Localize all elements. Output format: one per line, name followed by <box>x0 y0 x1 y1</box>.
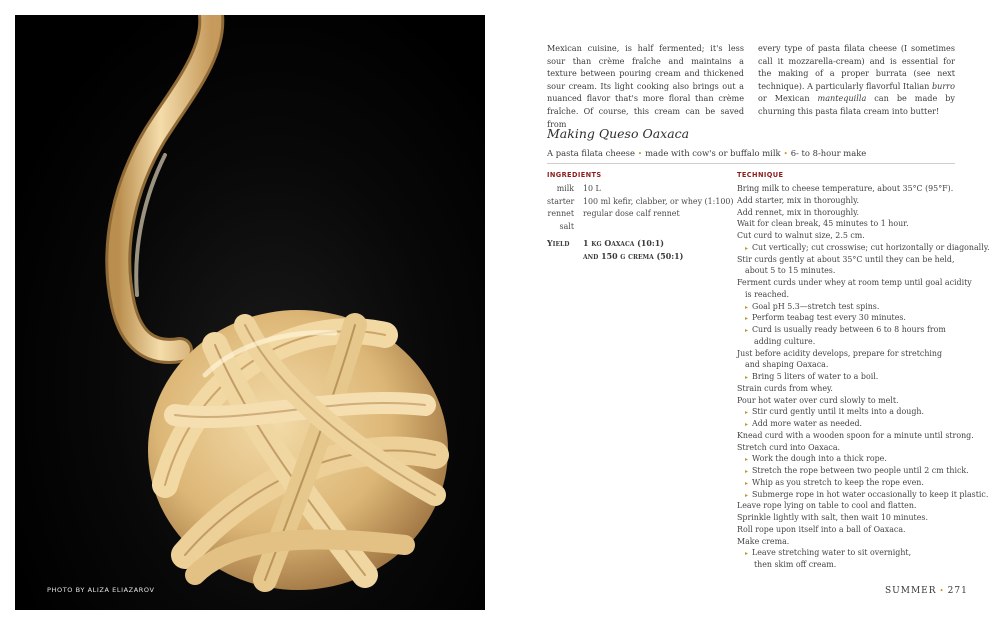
ingredient-name: salt <box>559 221 574 231</box>
bullet-arrow-icon: ▸ <box>745 550 749 558</box>
intro-left-paragraph: Mexican cuisine, is half fermented; it's less sour than crème fraîche and maintains a texture between pouring cream and thickened sour cream. Its light cooking also brings out a nuanced flavor that's more floral than crème fraîche. Of course, this cream can be saved from <box>547 43 744 129</box>
separator-dot: • <box>783 150 788 158</box>
technique-text: then skim off cream. <box>754 560 837 569</box>
yield-value: 1 kg Oaxaca (10:1) and 150 g crema (50:1) <box>583 239 684 261</box>
technique-text: Work the dough into a thick rope. <box>752 454 887 464</box>
section-name: SUMMER <box>885 586 937 596</box>
technique-substep <box>737 489 989 501</box>
separator-dot: • <box>637 150 643 158</box>
ingredient-row <box>547 183 727 196</box>
ingredient-name: milk <box>556 184 574 193</box>
cheese-photo <box>15 15 485 610</box>
technique-heading: TECHNIQUE <box>737 171 784 179</box>
photo-credit: PHOTO BY ALIZA ELIAZAROV <box>47 586 155 594</box>
title-divider <box>547 163 955 164</box>
technique-text: Pour hot water over curd slowly to melt. <box>737 395 899 405</box>
technique-text: Leave rope lying on table to cool and flatten. <box>737 501 917 511</box>
technique-text: Roll rope upon itself into a ball of Oaxaca. <box>737 524 906 534</box>
technique-text: Sprinkle lightly with salt, then wait 10 minutes. <box>737 513 928 522</box>
technique-step <box>737 183 962 195</box>
bullet-arrow-icon: ▸ <box>745 468 749 475</box>
technique-text: adding culture. <box>754 336 816 346</box>
technique-substep <box>737 477 962 489</box>
technique-step <box>737 230 962 242</box>
technique-text: Cut vertically; cut crosswise; cut horizontally or diagonally. <box>752 242 990 252</box>
intro-text <box>547 42 955 130</box>
technique-substep <box>737 453 962 465</box>
technique-substep <box>737 324 962 336</box>
technique-step <box>737 500 962 512</box>
technique-list <box>737 183 990 571</box>
technique-text: Perform teabag test every 30 minutes. <box>752 313 906 323</box>
ingredient-row <box>547 196 734 209</box>
yield-row <box>547 238 727 263</box>
ingredient-row <box>547 221 727 234</box>
intro-right-paragraph: every type of pasta filata cheese (I sometimes call it mozzarella-cream) and is essential for the making of a proper burrata (see next technique). A particularly flavorful Italian burro or Mexican mantequilla can be made by churning this pasta filata cream into butter! <box>758 43 955 116</box>
technique-step <box>737 442 962 454</box>
technique-step <box>737 195 962 207</box>
yield-label: Yield <box>547 239 570 249</box>
technique-step <box>737 218 962 230</box>
subtitle-part: made with cow's or buffalo milk <box>645 148 781 158</box>
technique-text: is reached. <box>745 289 789 299</box>
technique-text: Bring 5 liters of water to a boil. <box>752 372 879 381</box>
subtitle-part: 6- to 8-hour make <box>790 148 867 158</box>
ingredients-heading: INGREDIENTS <box>547 171 602 179</box>
recipe-page <box>500 0 1000 625</box>
technique-substep <box>737 418 962 430</box>
recipe-subtitle <box>547 148 866 158</box>
bullet-arrow-icon: ▸ <box>745 374 749 381</box>
page-number: 271 <box>947 586 968 596</box>
technique-step <box>737 207 962 219</box>
page-folio <box>885 586 968 596</box>
technique-step <box>737 383 962 395</box>
bullet-arrow-icon: ▸ <box>745 244 749 252</box>
technique-step <box>737 524 962 536</box>
technique-text: Bring milk to cheese temperature, about 35°C (95°F). <box>737 184 954 193</box>
subtitle-part: A pasta filata cheese <box>547 148 635 158</box>
technique-text: Stir curd gently until it melts into a dough. <box>752 407 924 417</box>
ingredient-row <box>547 208 727 221</box>
ingredient-name: starter <box>547 196 575 206</box>
ingredient-name: rennet <box>547 209 574 219</box>
bullet-arrow-icon: ▸ <box>745 409 749 417</box>
bullet-arrow-icon: ▸ <box>745 421 749 428</box>
technique-text: Stretch curd into Oaxaca. <box>737 442 841 452</box>
technique-substep <box>737 242 990 254</box>
technique-text: Wait for clean break, 45 minutes to 1 hour. <box>737 219 909 229</box>
technique-step <box>737 348 962 360</box>
bullet-arrow-icon: ▸ <box>745 315 749 323</box>
technique-text: Make crema. <box>737 536 790 546</box>
technique-text: Strain curds from whey. <box>737 383 833 393</box>
technique-step <box>737 265 962 277</box>
technique-text: Ferment curds under whey at room temp until goal acidity <box>737 278 972 287</box>
technique-step <box>737 254 962 266</box>
technique-step <box>737 395 962 407</box>
technique-text: about 5 to 15 minutes. <box>745 266 836 276</box>
technique-text: Whip as you stretch to keep the rope even. <box>752 477 924 487</box>
technique-text: Cut curd to walnut size, 2.5 cm. <box>737 231 865 240</box>
technique-substep <box>737 559 962 571</box>
technique-text: and shaping Oaxaca. <box>745 360 829 370</box>
bullet-arrow-icon: ▸ <box>745 491 749 499</box>
technique-text: Goal pH 5.3—stretch test spins. <box>752 301 880 311</box>
technique-text: Add starter, mix in thoroughly. <box>737 195 860 205</box>
technique-text: Submerge rope in hot water occasionally to keep it plastic. <box>752 489 989 499</box>
technique-substep <box>737 465 969 477</box>
technique-step <box>737 512 962 524</box>
technique-text: Knead curd with a wooden spoon for a minute until strong. <box>737 430 974 440</box>
bullet-arrow-icon: ▸ <box>745 327 749 334</box>
technique-text: Stretch the rope between two people until 2 cm thick. <box>752 466 969 475</box>
bullet-arrow-icon: ▸ <box>745 479 749 487</box>
technique-substep <box>737 547 962 559</box>
technique-step <box>737 430 974 442</box>
technique-text: Just before acidity develops, prepare for stretching <box>737 348 943 358</box>
technique-text: Add more water as needed. <box>752 419 863 428</box>
technique-step <box>737 277 972 289</box>
technique-text: Add rennet, mix in thoroughly. <box>737 207 860 217</box>
ingredient-amount: 10 L <box>583 184 601 193</box>
technique-step <box>737 536 962 548</box>
ingredient-amount: regular dose calf rennet <box>583 209 680 219</box>
technique-substep <box>737 371 962 383</box>
technique-text: Curd is usually ready between 6 to 8 hours from <box>752 325 946 334</box>
technique-text: Stir curds gently at about 35°C until they can be held, <box>737 254 955 264</box>
technique-text: Leave stretching water to sit overnight, <box>752 548 912 558</box>
cheese-ball-image <box>15 15 485 610</box>
technique-substep <box>737 406 962 418</box>
technique-substep <box>737 301 962 313</box>
ingredients-list <box>547 183 734 264</box>
technique-substep <box>737 336 962 348</box>
recipe-title: Making Queso Oaxaca <box>547 126 690 141</box>
ingredient-amount: 100 ml kefir, clabber, or whey (1:100) <box>583 196 734 206</box>
technique-substep <box>737 312 962 324</box>
separator-dot: • <box>939 587 945 595</box>
technique-step <box>737 359 962 371</box>
bullet-arrow-icon: ▸ <box>745 303 749 311</box>
bullet-arrow-icon: ▸ <box>745 456 749 464</box>
technique-step <box>737 289 962 301</box>
